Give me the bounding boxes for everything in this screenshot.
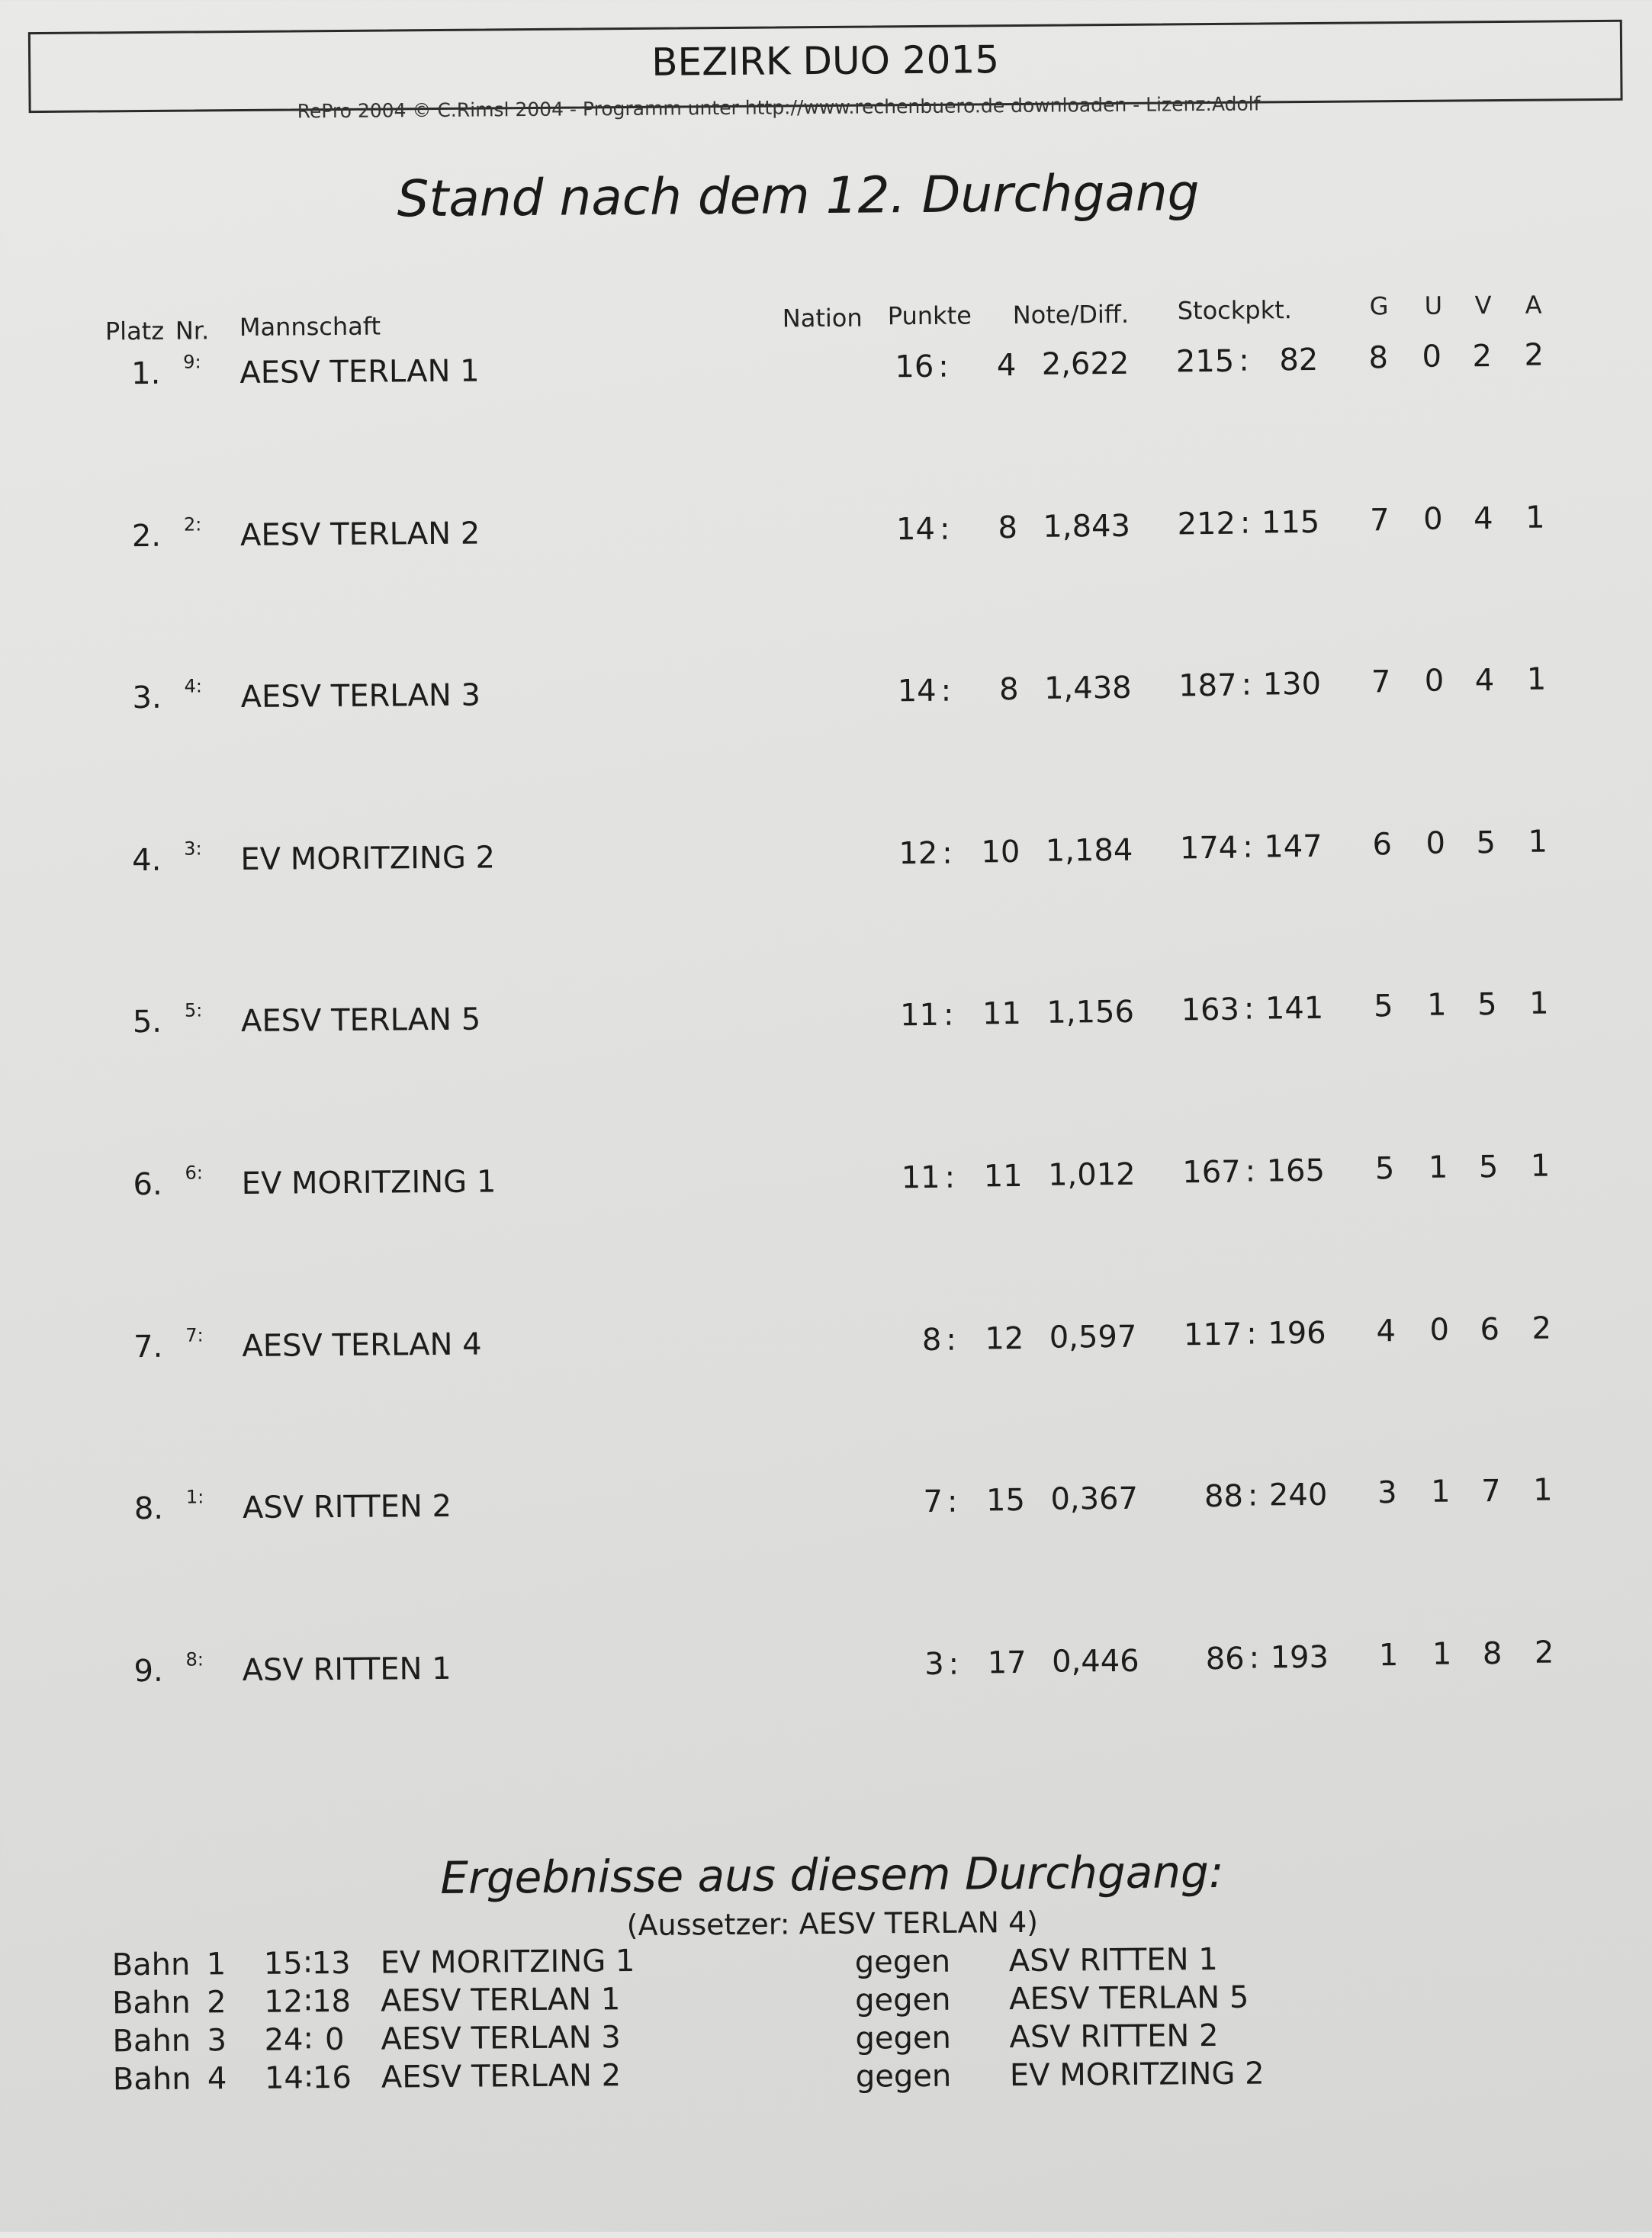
points-separator: : <box>944 1159 956 1195</box>
row-stock-for: 174 <box>1179 830 1239 867</box>
game-score-separator: : <box>302 1944 313 1980</box>
row-points-against: 12 <box>985 1320 1024 1356</box>
row-points-against: 15 <box>985 1483 1026 1519</box>
points-separator: : <box>939 511 950 547</box>
game-score-away: 18 <box>311 1983 352 2020</box>
col-v: V <box>1474 291 1492 320</box>
col-nation: Nation <box>782 303 863 333</box>
row-stock-against: 130 <box>1262 667 1322 703</box>
row-note: 1,184 <box>1045 832 1133 869</box>
row-note: 1,843 <box>1043 508 1131 545</box>
row-platz: 9. <box>133 1653 163 1689</box>
game-score-home: 12 <box>264 1984 304 2020</box>
row-stock-for: 212 <box>1177 506 1236 542</box>
col-a: A <box>1525 290 1542 320</box>
row-platz: 1. <box>131 355 161 392</box>
col-platz: Platz <box>104 316 165 346</box>
row-a: 1 <box>1532 1472 1553 1508</box>
game-gegen: gegen <box>855 2058 952 2095</box>
game-gegen: gegen <box>855 2020 952 2056</box>
col-g: G <box>1369 291 1389 321</box>
row-nr: 4: <box>184 675 203 697</box>
row-points-against: 10 <box>981 834 1020 870</box>
row-note: 0,446 <box>1051 1643 1139 1680</box>
col-stockpkt: Stockpkt. <box>1177 295 1293 326</box>
stock-separator: : <box>1242 829 1253 865</box>
row-stock-against: 147 <box>1264 828 1323 865</box>
row-u: 1 <box>1428 1150 1448 1185</box>
row-note: 2,622 <box>1041 346 1130 382</box>
row-team: AESV TERLAN 1 <box>239 353 480 391</box>
stock-separator: : <box>1243 991 1255 1027</box>
game-away-team: AESV TERLAN 5 <box>1008 1979 1249 2018</box>
row-platz: 8. <box>133 1491 164 1527</box>
row-stock-for: 117 <box>1183 1317 1242 1352</box>
row-nr: 3: <box>184 838 202 860</box>
row-points-against: 17 <box>987 1645 1027 1681</box>
row-g: 7 <box>1369 502 1390 538</box>
row-g: 5 <box>1374 989 1393 1024</box>
row-g: 1 <box>1378 1637 1399 1674</box>
row-nr: 2: <box>183 513 202 535</box>
row-platz: 4. <box>132 842 162 878</box>
game-score-away: 16 <box>312 2060 352 2096</box>
row-points-against: 8 <box>999 672 1019 708</box>
game-away-team: ASV RITTEN 2 <box>1009 2018 1219 2056</box>
game-bahn-number: 1 <box>206 1947 227 1982</box>
row-platz: 5. <box>132 1005 162 1040</box>
row-points-for: 8 <box>921 1322 942 1358</box>
row-points-for: 16 <box>895 349 934 385</box>
row-u: 0 <box>1422 501 1443 537</box>
stock-separator: : <box>1247 1478 1258 1513</box>
row-points-against: 11 <box>983 1158 1023 1195</box>
row-v: 5 <box>1478 1150 1499 1185</box>
results-title: Ergebnisse aus diesem Durchgang: <box>440 1845 1224 1904</box>
game-score-separator: : <box>303 2059 314 2095</box>
row-team: AESV TERLAN 5 <box>240 1002 481 1040</box>
stock-separator: : <box>1246 1316 1257 1352</box>
points-separator: : <box>947 1484 958 1519</box>
stock-separator: : <box>1239 505 1251 541</box>
row-a: 2 <box>1534 1635 1554 1670</box>
row-points-for: 12 <box>898 835 938 872</box>
row-note: 1,438 <box>1043 670 1132 706</box>
row-g: 6 <box>1372 826 1393 863</box>
game-score-away: 0 <box>324 2021 345 2058</box>
row-u: 1 <box>1426 987 1447 1024</box>
col-note: Note/Diff. <box>1012 299 1130 330</box>
game-home-team: AESV TERLAN 1 <box>380 1982 621 2019</box>
row-g: 5 <box>1374 1151 1395 1187</box>
game-bahn-label: Bahn <box>111 1985 191 2021</box>
game-bahn-label: Bahn <box>112 2023 191 2060</box>
col-nr: Nr. <box>175 316 210 346</box>
col-punkte: Punkte <box>887 301 972 331</box>
game-bahn-number: 3 <box>207 2023 227 2059</box>
row-points-for: 11 <box>899 998 940 1034</box>
game-bahn-number: 2 <box>206 1985 227 2021</box>
row-g: 8 <box>1368 340 1389 376</box>
standings-title: Stand nach dem 12. Durchgang <box>397 163 1200 229</box>
game-home-team: AESV TERLAN 2 <box>381 2058 622 2095</box>
aussetzer-note: (Aussetzer: AESV TERLAN 4) <box>626 1905 1039 1943</box>
row-u: 0 <box>1422 339 1442 375</box>
row-team: EV MORITZING 2 <box>240 840 496 877</box>
game-score-home: 24 <box>264 2022 304 2058</box>
row-team: ASV RITTEN 2 <box>242 1489 452 1526</box>
row-stock-for: 86 <box>1205 1641 1245 1677</box>
row-a: 1 <box>1528 824 1548 860</box>
row-a: 1 <box>1528 986 1549 1022</box>
row-team: AESV TERLAN 4 <box>242 1326 482 1364</box>
row-stock-against: 165 <box>1266 1153 1326 1189</box>
row-stock-for: 187 <box>1178 667 1237 704</box>
row-nr: 9: <box>183 351 201 373</box>
row-points-against: 8 <box>998 510 1018 545</box>
row-g: 4 <box>1376 1313 1396 1349</box>
row-nr: 5: <box>184 999 203 1021</box>
row-u: 0 <box>1424 663 1445 699</box>
row-a: 1 <box>1525 500 1545 535</box>
col-mannschaft: Mannschaft <box>239 311 381 342</box>
row-points-against: 4 <box>996 347 1017 384</box>
game-score-separator: : <box>303 2021 314 2056</box>
row-nr: 7: <box>185 1323 204 1346</box>
row-u: 0 <box>1425 825 1446 861</box>
game-home-team: EV MORITZING 1 <box>380 1943 635 1981</box>
row-v: 5 <box>1477 987 1497 1023</box>
col-u: U <box>1424 291 1443 320</box>
row-v: 2 <box>1472 339 1493 375</box>
row-stock-against: 240 <box>1268 1478 1328 1513</box>
game-away-team: ASV RITTEN 1 <box>1008 1941 1218 1979</box>
row-points-for: 14 <box>897 674 937 709</box>
row-a: 1 <box>1526 661 1547 697</box>
row-stock-against: 141 <box>1265 991 1324 1027</box>
credit-line: RePro 2004 © C.Rimsl 2004 - Programm unter http://www.rechenbuero.de downloaden - Lizenz:Adolf <box>297 92 1261 123</box>
row-stock-for: 163 <box>1181 992 1240 1028</box>
game-bahn-label: Bahn <box>112 2061 191 2098</box>
row-nr: 8: <box>185 1648 204 1670</box>
stock-separator: : <box>1241 667 1252 703</box>
row-note: 1,012 <box>1047 1156 1136 1193</box>
points-separator: : <box>948 1646 959 1682</box>
points-separator: : <box>940 673 952 709</box>
row-platz: 2. <box>131 518 162 554</box>
row-stock-against: 196 <box>1268 1315 1326 1352</box>
game-home-team: AESV TERLAN 3 <box>381 2020 621 2057</box>
game-gegen: gegen <box>854 1944 951 1980</box>
stock-separator: : <box>1249 1640 1260 1676</box>
row-stock-for: 167 <box>1182 1154 1241 1191</box>
row-points-for: 7 <box>923 1484 943 1520</box>
game-bahn-number: 4 <box>207 2061 227 2097</box>
row-u: 0 <box>1429 1312 1450 1348</box>
game-score-home: 14 <box>264 2060 304 2096</box>
row-stock-for: 88 <box>1204 1478 1244 1515</box>
row-points-for: 3 <box>924 1646 944 1682</box>
game-score-separator: : <box>302 1982 313 2018</box>
row-v: 7 <box>1481 1474 1501 1510</box>
game-score-home: 15 <box>263 1946 303 1982</box>
row-v: 4 <box>1473 500 1493 536</box>
row-nr: 6: <box>185 1162 204 1184</box>
row-v: 6 <box>1480 1311 1500 1347</box>
row-stock-against: 82 <box>1279 342 1319 378</box>
row-note: 1,156 <box>1046 995 1135 1031</box>
row-v: 4 <box>1474 663 1495 699</box>
game-gegen: gegen <box>854 1982 951 2018</box>
row-team: EV MORITZING 1 <box>241 1164 497 1201</box>
row-g: 7 <box>1371 664 1391 700</box>
row-platz: 3. <box>132 680 162 716</box>
row-stock-against: 193 <box>1270 1639 1329 1676</box>
stock-separator: : <box>1239 342 1249 378</box>
row-note: 0,597 <box>1049 1319 1137 1355</box>
row-a: 2 <box>1524 337 1544 373</box>
game-away-team: EV MORITZING 2 <box>1009 2056 1265 2094</box>
page-title: BEZIRK DUO 2015 <box>651 37 1000 85</box>
points-separator: : <box>946 1322 956 1358</box>
row-team: AESV TERLAN 3 <box>240 677 481 715</box>
row-platz: 7. <box>133 1329 163 1365</box>
row-platz: 6. <box>133 1166 162 1203</box>
points-separator: : <box>942 835 953 871</box>
row-note: 0,367 <box>1050 1481 1139 1517</box>
row-points-for: 11 <box>901 1159 940 1196</box>
row-team: AESV TERLAN 2 <box>239 516 480 553</box>
row-team: ASV RITTEN 1 <box>242 1651 452 1688</box>
row-stock-against: 115 <box>1261 504 1320 541</box>
row-v: 8 <box>1482 1635 1503 1672</box>
row-a: 2 <box>1531 1310 1552 1346</box>
row-g: 3 <box>1377 1475 1397 1511</box>
game-score-away: 13 <box>311 1945 351 1982</box>
row-v: 5 <box>1476 825 1496 861</box>
row-u: 1 <box>1431 1474 1451 1510</box>
stock-separator: : <box>1245 1153 1256 1189</box>
game-bahn-label: Bahn <box>111 1947 191 1983</box>
row-nr: 1: <box>185 1486 204 1508</box>
row-stock-for: 215 <box>1175 343 1235 380</box>
row-a: 1 <box>1530 1148 1551 1184</box>
points-separator: : <box>938 349 949 384</box>
row-points-for: 14 <box>895 511 936 547</box>
row-u: 1 <box>1432 1636 1452 1672</box>
points-separator: : <box>943 998 954 1034</box>
row-points-against: 11 <box>982 996 1022 1032</box>
